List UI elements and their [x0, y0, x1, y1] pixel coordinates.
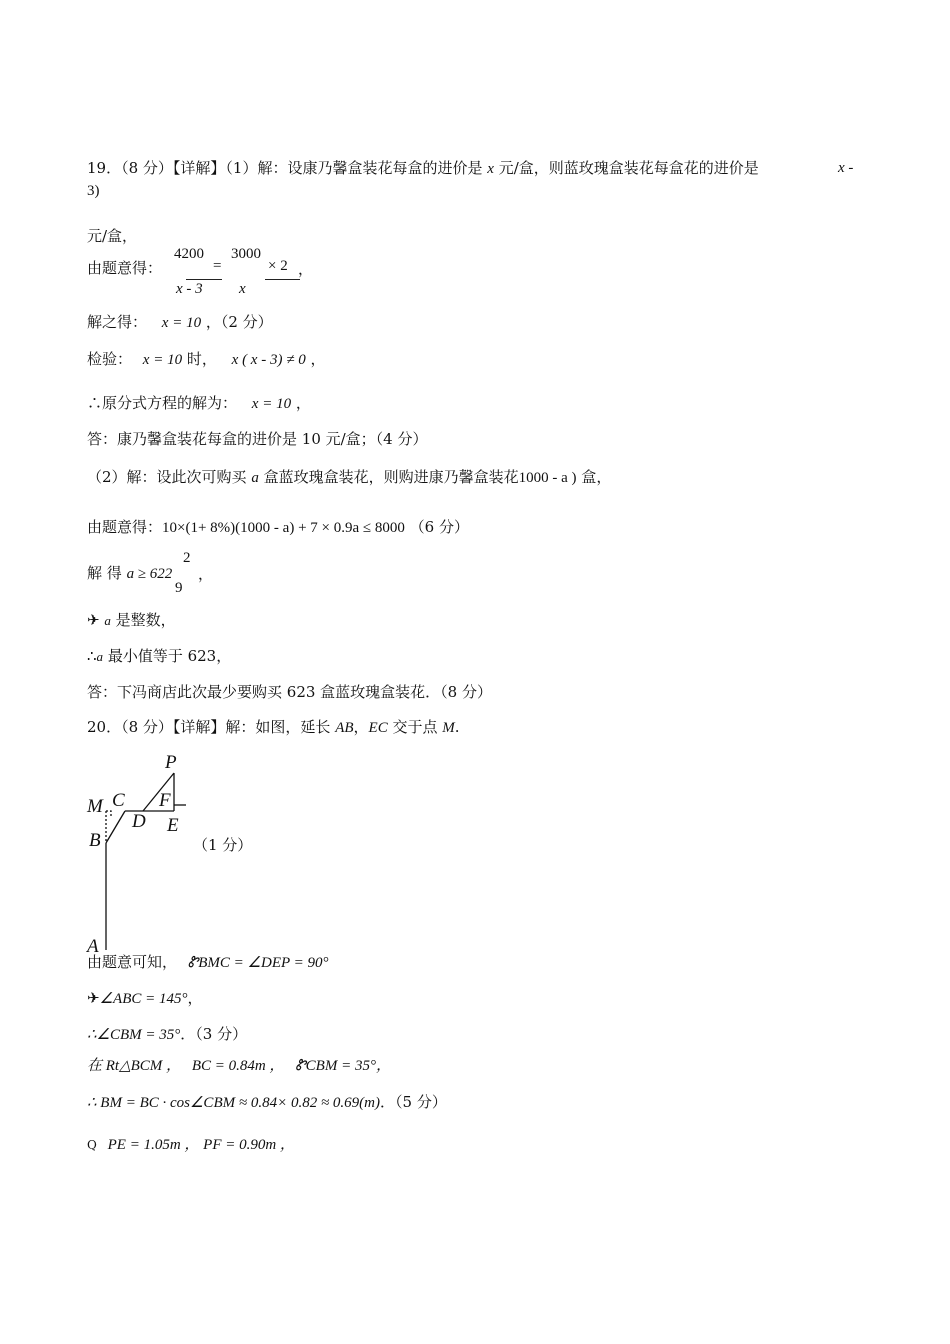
q19-root-eq: x = 10 — [251, 396, 292, 412]
q19-ineq-line — [87, 517, 469, 538]
segment-bc — [106, 811, 125, 843]
q20-l6-q: Q — [87, 1138, 97, 1152]
because-symbol-icon: Ꮡ — [187, 955, 199, 971]
q20-header-a: 20．（8 分）【详解】解：如图，延长 — [87, 718, 331, 736]
q19-eq-bar1 — [186, 279, 222, 280]
fig-label-e: E — [167, 815, 179, 836]
q19-ineq: 10×(1+ 8%)(1000 - a) + 7 × 0.9a ≤ 8000 — [162, 520, 405, 536]
q20-header-b: 交于点 — [392, 718, 438, 736]
q19-wrap-3: 3) — [87, 183, 100, 199]
q20-m: M — [442, 720, 455, 736]
q20-ec: EC — [368, 720, 388, 736]
q19-check-line — [87, 349, 326, 370]
q20-sep: ， — [353, 718, 369, 736]
q19-result-expr: a ≥ 622 — [126, 566, 173, 582]
q20-ab: AB — [335, 720, 354, 736]
q19-eq-times2: × 2 — [268, 258, 288, 274]
q19-part2-c: 盒， — [581, 468, 612, 486]
q20-line-4 — [87, 1055, 391, 1076]
fig-label-p: P — [165, 752, 177, 773]
q20-l1-eq: BMC = ∠DEP = 90° — [198, 955, 329, 971]
q19-header-line — [87, 158, 759, 179]
q19-part2-line — [87, 467, 611, 488]
fig-label-a: A — [87, 936, 99, 957]
therefore-plane-icon: ✈ — [87, 611, 100, 629]
q19-result-end: ， — [198, 567, 214, 583]
q19-header-end: x - — [838, 160, 854, 176]
q19-solve-line — [87, 312, 273, 333]
q19-var-x: x — [487, 161, 494, 177]
q20-l2-eq: ∠ABC = 145° — [99, 991, 188, 1007]
q20-line-1 — [87, 952, 329, 973]
q20-l4-c: CBM = 35°， — [305, 1058, 391, 1074]
q19-result-num: 2 — [183, 550, 191, 566]
q19-root-end: ， — [295, 394, 311, 412]
q19-header-mid: 元/盒，则蓝玫瑰盒装花每盒花的进价是 — [498, 159, 759, 177]
q19-check-end: ， — [310, 350, 326, 368]
q19-check-label: 检验： — [87, 350, 133, 368]
q19-solve-score: ，（2 分） — [205, 313, 273, 331]
fig-label-m: M — [87, 796, 103, 817]
q19-header: 19．（8 分）【详解】（1）解：设康乃馨盒装花每盒的进价是 — [87, 159, 483, 177]
q19-result-label: 解 得 — [87, 564, 122, 582]
q20-l3-eq: ∴∠CBM = 35° — [87, 1027, 181, 1043]
q19-integer-line — [87, 610, 176, 631]
fig-label-d: D — [132, 811, 146, 832]
q19-min-line — [87, 646, 231, 667]
therefore-symbol: ∴ — [87, 647, 97, 665]
q20-l6-eq: PE = 1.05m ， PF = 0.90m ， — [107, 1137, 295, 1153]
q19-integer-text: 是整数， — [115, 611, 176, 629]
q20-header-line — [87, 717, 460, 738]
fig-label-c: C — [112, 790, 125, 811]
q20-l2-end: ， — [187, 989, 203, 1007]
q20-line-2 — [87, 988, 203, 1009]
q19-eq-den1: x - 3 — [176, 281, 203, 297]
q19-solve-eq: x = 10 — [161, 315, 202, 331]
q20-line-3 — [87, 1024, 247, 1045]
q19-min-text: 最小值等于 623， — [107, 647, 232, 665]
q20-l5-score: ．（5 分） — [380, 1093, 447, 1111]
q19-check-eq2: x ( x - 3) ≠ 0 — [231, 352, 306, 368]
q19-check-time: 时， — [186, 350, 217, 368]
q19-eq-num2: 3000 — [231, 246, 261, 262]
q19-unit-line: 元/盒， — [87, 227, 138, 245]
q19-eq-num1: 4200 — [174, 246, 204, 262]
q20-l1-label: 由题意可知， — [87, 953, 178, 971]
q20-l4-b: BC = 0.84m ， — [191, 1058, 285, 1074]
q19-root-label: ∴原分式方程的解为： — [87, 394, 238, 412]
q19-answer-1: 答：康乃馨盒装花每盒的进价是 10 元/盒；（4 分） — [87, 430, 428, 448]
q19-root-line — [87, 393, 311, 414]
q19-eq-equals: = — [213, 258, 222, 274]
because-symbol-icon-2: Ꮡ — [295, 1058, 306, 1074]
q19-integer-var: a — [104, 613, 111, 628]
q19-solve-label: 解之得： — [87, 313, 148, 331]
q19-ineq-label: 由题意得： — [87, 518, 163, 536]
q20-period: . — [454, 718, 460, 736]
fig-label-b: B — [89, 830, 101, 851]
q19-check-eq1: x = 10 — [142, 352, 183, 368]
therefore-plane-icon-2: ✈ — [87, 989, 100, 1007]
q20-line-5 — [87, 1092, 447, 1113]
fig-label-f: F — [159, 790, 171, 811]
q19-part2-a: （2）解：设此次可购买 — [87, 468, 247, 486]
q19-answer-2: 答：下冯商店此次最少要购买 623 盒蓝玫瑰盒装花．（8 分） — [87, 683, 492, 701]
q19-result-line — [87, 563, 172, 584]
q20-line-6 — [87, 1134, 295, 1155]
right-angle-mark — [106, 811, 111, 817]
q19-part2-b: 盒蓝玫瑰盒装花，则购进康乃馨盒装花 — [263, 468, 519, 486]
q20-l3-score: ．（3 分） — [180, 1025, 248, 1043]
q19-part2-expr: 1000 - a ) — [518, 470, 577, 486]
q19-eq-bar2 — [265, 279, 300, 280]
q19-result-den: 9 — [175, 580, 183, 596]
q20-l5-eq: ∴ BM = BC · cos∠CBM ≈ 0.84× 0.82 ≈ 0.69(m) — [87, 1095, 381, 1111]
q19-ineq-score: （6 分） — [409, 518, 469, 536]
geometry-figure — [80, 750, 200, 960]
q20-l4-a: 在 Rt△BCM ， — [87, 1058, 182, 1074]
q19-eq-comma: ， — [298, 262, 314, 278]
q19-eq-label: 由题意得： — [87, 259, 163, 277]
q19-part2-var: a — [251, 470, 259, 486]
q19-min-var: a — [96, 649, 104, 664]
q19-eq-den2: x — [239, 281, 246, 297]
q20-figure-score: （1 分） — [193, 836, 253, 854]
